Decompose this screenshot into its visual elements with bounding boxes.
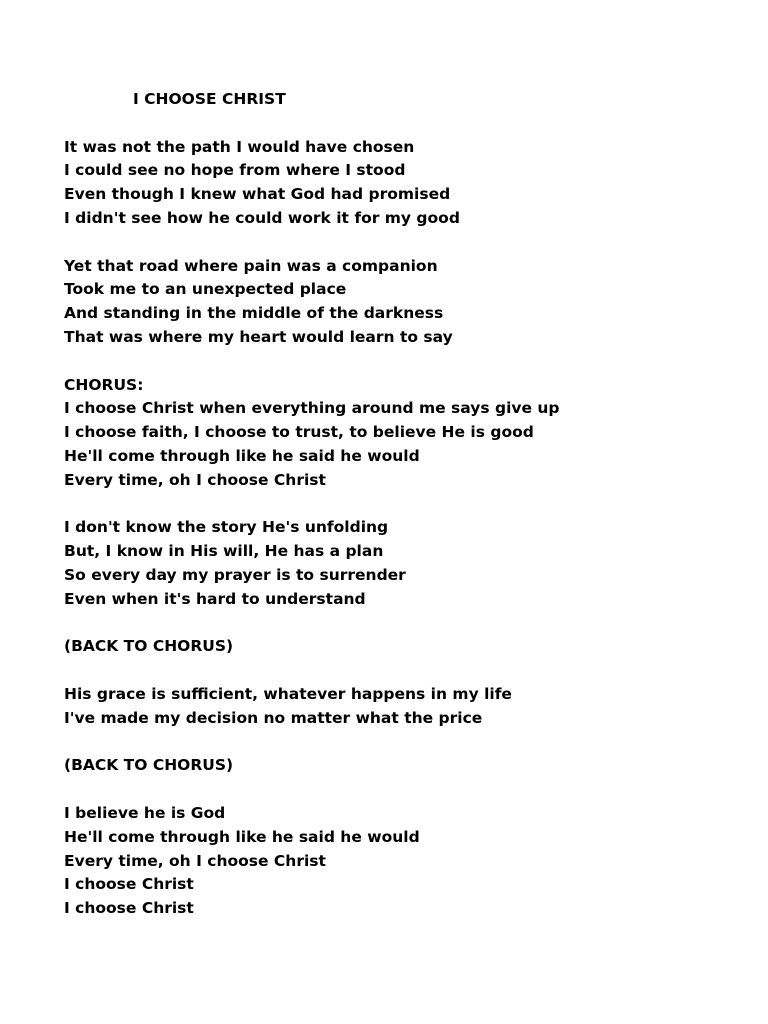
lyric-line: He'll come through like he said he would (64, 446, 420, 465)
stanza-gap (64, 231, 560, 255)
lyric-line: I choose Christ (64, 899, 194, 918)
lyrics-body (64, 88, 560, 921)
lyric-line: I choose Christ when everything around me says give up (64, 399, 560, 418)
lyric-line: Every time, oh I choose Christ (64, 851, 326, 870)
stanza-gap (64, 731, 560, 755)
lyric-line: I choose faith, I choose to trust, to believe He is good (64, 423, 534, 442)
lyric-line: But, I know in His will, He has a plan (64, 542, 384, 561)
lyric-line: I choose Christ (64, 875, 194, 894)
lyric-line: I believe he is God (64, 803, 226, 822)
stanza-gap (64, 778, 560, 802)
back-to-chorus-note: (BACK TO CHORUS) (64, 756, 234, 775)
ending (64, 802, 560, 921)
stanza-gap (64, 612, 560, 636)
lyric-line: I didn't see how he could work it for my good (64, 208, 460, 227)
lyric-line: So every day my prayer is to surrender (64, 565, 406, 584)
lyric-line: His grace is sufficient, whatever happens in my life (64, 684, 512, 703)
lyric-line: Even though I knew what God had promised (64, 185, 451, 204)
stanza-gap (64, 350, 560, 374)
lyric-line: I could see no hope from where I stood (64, 161, 406, 180)
lyric-line: Even when it's hard to understand (64, 589, 366, 608)
lyric-line: He'll come through like he said he would (64, 827, 420, 846)
stanza-gap (64, 112, 560, 136)
lyric-line: I've made my decision no matter what the price (64, 708, 483, 727)
lyric-line: Took me to an unexpected place (64, 280, 347, 299)
lyric-line: That was where my heart would learn to say (64, 327, 453, 346)
verse-1 (64, 136, 560, 231)
song-title: I CHOOSE CHRIST (133, 90, 286, 108)
bridge (64, 683, 560, 731)
chorus (64, 374, 560, 493)
lyric-line: It was not the path I would have chosen (64, 137, 415, 156)
chorus-heading: CHORUS: (64, 375, 144, 394)
verse-2 (64, 255, 560, 350)
verse-3 (64, 516, 560, 611)
stanza-gap (64, 493, 560, 517)
lyric-line: I don't know the story He's unfolding (64, 518, 389, 537)
lyric-line: And standing in the middle of the darkness (64, 304, 444, 323)
stanza-gap (64, 659, 560, 683)
lyric-line: Yet that road where pain was a companion (64, 256, 438, 275)
back-to-chorus-note: (BACK TO CHORUS) (64, 637, 234, 656)
lyric-line: Every time, oh I choose Christ (64, 470, 326, 489)
